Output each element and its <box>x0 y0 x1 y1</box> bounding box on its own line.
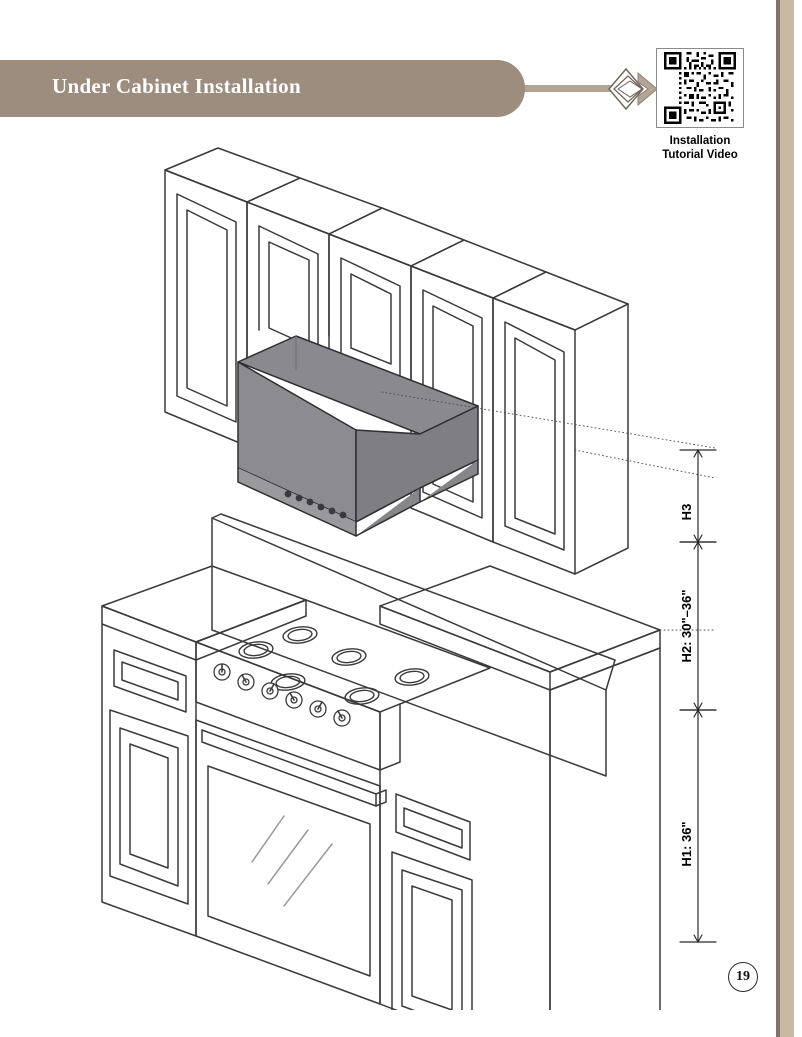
dimension-label-h1: H1: 36" <box>679 821 694 867</box>
dimension-arrow-h3 <box>680 450 716 542</box>
qr-code-matrix <box>660 52 740 124</box>
range-hood <box>238 336 478 536</box>
countertop <box>102 514 660 776</box>
qr-code-icon[interactable] <box>656 48 744 128</box>
page-edge-margin <box>794 0 802 1037</box>
qr-caption-line-2: Tutorial Video <box>662 149 738 162</box>
under-cabinet-range-hood-installation-diagram <box>60 130 760 1010</box>
header-connector-line <box>524 85 616 92</box>
qr-caption-line-1: Installation <box>669 135 731 147</box>
dimension-label-h3: H3 <box>679 503 694 521</box>
dimension-guides <box>382 392 715 1010</box>
base-cabinets <box>102 624 660 1010</box>
dimension-label-h2: H2: 30"–36" <box>679 589 694 663</box>
cooktop-burners <box>196 600 490 712</box>
double-chevron-right-icon <box>608 63 658 115</box>
page-number-badge: 19 <box>728 962 758 992</box>
page-edge-accent-bar <box>780 0 794 1037</box>
page-title: Under Cabinet Installation <box>52 74 301 98</box>
oven-door[interactable] <box>196 720 386 1004</box>
